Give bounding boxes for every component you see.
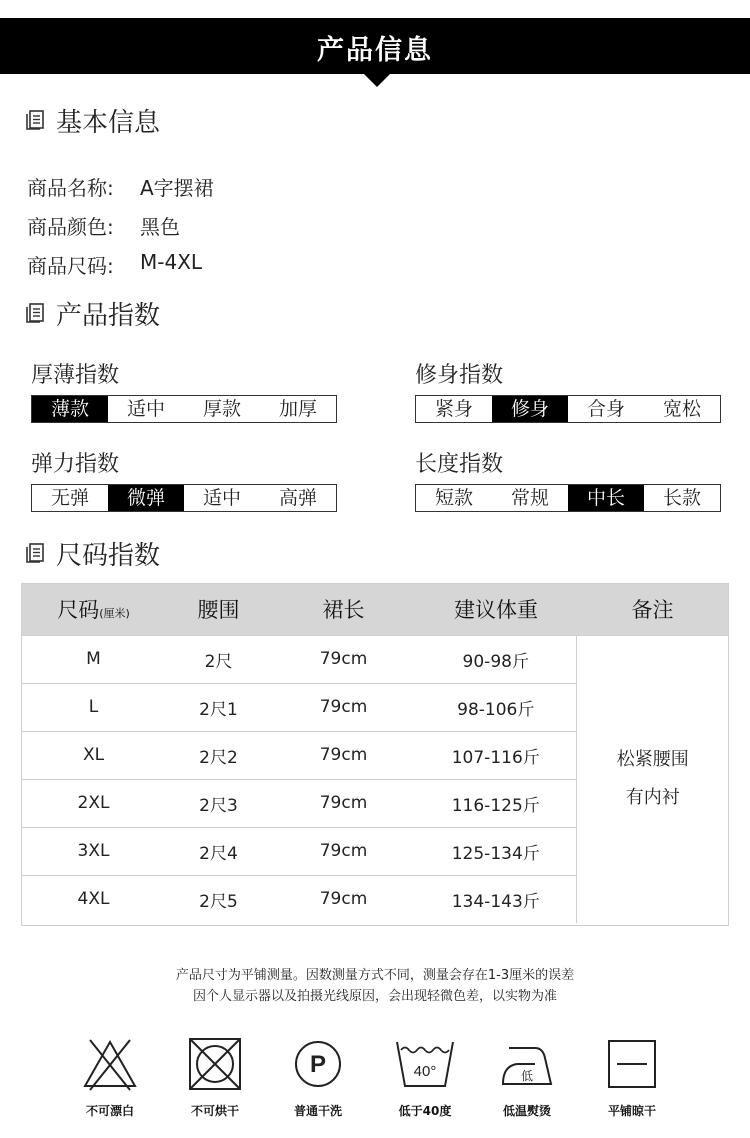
cell-length: 79cm	[271, 683, 416, 731]
cell-length: 79cm	[271, 875, 416, 923]
size-table	[21, 583, 729, 923]
document-icon	[26, 110, 44, 130]
size-table-header	[21, 583, 729, 635]
length-option: 中长	[568, 485, 644, 511]
cell-waist: 2尺1	[166, 683, 271, 731]
wash-40-icon	[385, 1036, 465, 1092]
length-option: 常规	[510, 487, 549, 509]
info-value: A字摆裙	[140, 176, 214, 200]
cell-size: XL	[21, 731, 166, 779]
length-option: 短款	[434, 487, 473, 509]
info-key: 商品名称:	[27, 176, 114, 200]
header-note: 备注	[576, 583, 729, 635]
header-length: 裙长	[271, 583, 416, 635]
care-item	[385, 1036, 465, 1119]
section-header-basic	[26, 103, 160, 137]
care-item	[592, 1036, 672, 1119]
elasticity-option: 无弹	[50, 487, 89, 509]
document-icon	[26, 303, 44, 323]
no-tumble-dry-icon	[175, 1036, 255, 1092]
note-line: 松紧腰围	[616, 749, 689, 771]
thickness-option: 薄款	[32, 396, 108, 422]
dry-flat-icon	[592, 1036, 672, 1092]
length-label: 长度指数	[415, 452, 504, 477]
section-header-index	[26, 296, 160, 330]
length-scale	[415, 484, 721, 512]
cell-weight: 98-106斤	[416, 683, 576, 731]
fit-option: 紧身	[434, 398, 473, 420]
document-icon	[26, 543, 44, 563]
cell-note	[576, 635, 729, 923]
care-item	[175, 1036, 255, 1119]
length-option: 长款	[662, 487, 701, 509]
care-label: 平铺晾干	[607, 1104, 656, 1118]
cell-size: L	[21, 683, 166, 731]
cell-weight: 107-116斤	[416, 731, 576, 779]
info-row-size	[27, 250, 202, 279]
low-iron-glyph: 低	[520, 1069, 534, 1083]
fit-option: 合身	[586, 398, 625, 420]
thickness-option: 加厚	[278, 398, 317, 420]
fit-label: 修身指数	[415, 363, 504, 388]
info-row-name	[27, 172, 214, 201]
cell-size: 2XL	[21, 779, 166, 827]
cell-size: 3XL	[21, 827, 166, 875]
thickness-option: 适中	[126, 398, 165, 420]
cell-weight: 125-134斤	[416, 827, 576, 875]
disclaimer-line: 因个人显示器以及拍摄光线原因，会出现轻微色差，以实物为准	[192, 989, 557, 1004]
info-key: 商品颜色:	[27, 215, 114, 239]
care-label: 低于40度	[398, 1104, 452, 1118]
cell-weight: 134-143斤	[416, 875, 576, 923]
note-line: 有内衬	[625, 787, 680, 809]
info-row-color	[27, 211, 180, 240]
elasticity-option: 微弹	[108, 485, 184, 511]
banner-title: 产品信息	[317, 35, 433, 66]
cell-waist: 2尺2	[166, 731, 271, 779]
cell-length: 79cm	[271, 635, 416, 683]
cell-waist: 2尺	[166, 635, 271, 683]
info-value: 黑色	[140, 215, 180, 239]
wash-40-glyph: 40°	[413, 1063, 437, 1080]
low-iron-icon	[487, 1036, 567, 1092]
cell-waist: 2尺3	[166, 779, 271, 827]
elasticity-option: 高弹	[278, 487, 317, 509]
thickness-scale	[31, 395, 337, 423]
dry-clean-glyph: P	[309, 1051, 327, 1078]
care-label: 不可漂白	[85, 1104, 134, 1118]
care-item	[70, 1036, 150, 1119]
dry-clean-icon	[278, 1036, 358, 1092]
care-item	[487, 1036, 567, 1119]
care-label: 不可烘干	[190, 1104, 239, 1118]
header-banner	[0, 18, 750, 74]
info-key: 商品尺码:	[27, 254, 114, 278]
care-label: 普通干洗	[293, 1104, 342, 1118]
care-item	[278, 1036, 358, 1119]
fit-option: 宽松	[662, 398, 701, 420]
cell-waist: 2尺5	[166, 875, 271, 923]
disclaimer-line: 产品尺寸为平铺测量。因数测量方式不同，测量会存在1-3厘米的误差	[175, 968, 575, 983]
cell-length: 79cm	[271, 827, 416, 875]
section-header-size	[26, 536, 160, 570]
fit-option: 修身	[492, 396, 568, 422]
cell-weight: 116-125斤	[416, 779, 576, 827]
header-size-text: 尺码	[57, 597, 100, 622]
cell-length: 79cm	[271, 779, 416, 827]
elasticity-option: 适中	[202, 487, 241, 509]
info-value: M-4XL	[140, 250, 203, 274]
thickness-option: 厚款	[202, 398, 241, 420]
no-bleach-icon	[70, 1036, 150, 1092]
banner-arrow-icon	[364, 74, 390, 87]
cell-weight: 90-98斤	[416, 635, 576, 683]
cell-length: 79cm	[271, 731, 416, 779]
care-label: 低温熨烫	[502, 1104, 551, 1118]
thickness-label: 厚薄指数	[31, 363, 120, 388]
table-row	[21, 635, 729, 683]
fit-scale	[415, 395, 721, 423]
section-title-size: 尺码指数	[56, 540, 161, 571]
header-weight: 建议体重	[416, 583, 576, 635]
header-size-unit: (厘米)	[99, 606, 130, 620]
elasticity-scale	[31, 484, 337, 512]
section-title-basic: 基本信息	[56, 107, 161, 138]
cell-size: M	[21, 635, 166, 683]
header-waist: 腰围	[166, 583, 271, 635]
section-title-index: 产品指数	[56, 300, 161, 331]
elasticity-label: 弹力指数	[31, 452, 120, 477]
cell-waist: 2尺4	[166, 827, 271, 875]
cell-size: 4XL	[21, 875, 166, 923]
header-size	[21, 583, 166, 635]
